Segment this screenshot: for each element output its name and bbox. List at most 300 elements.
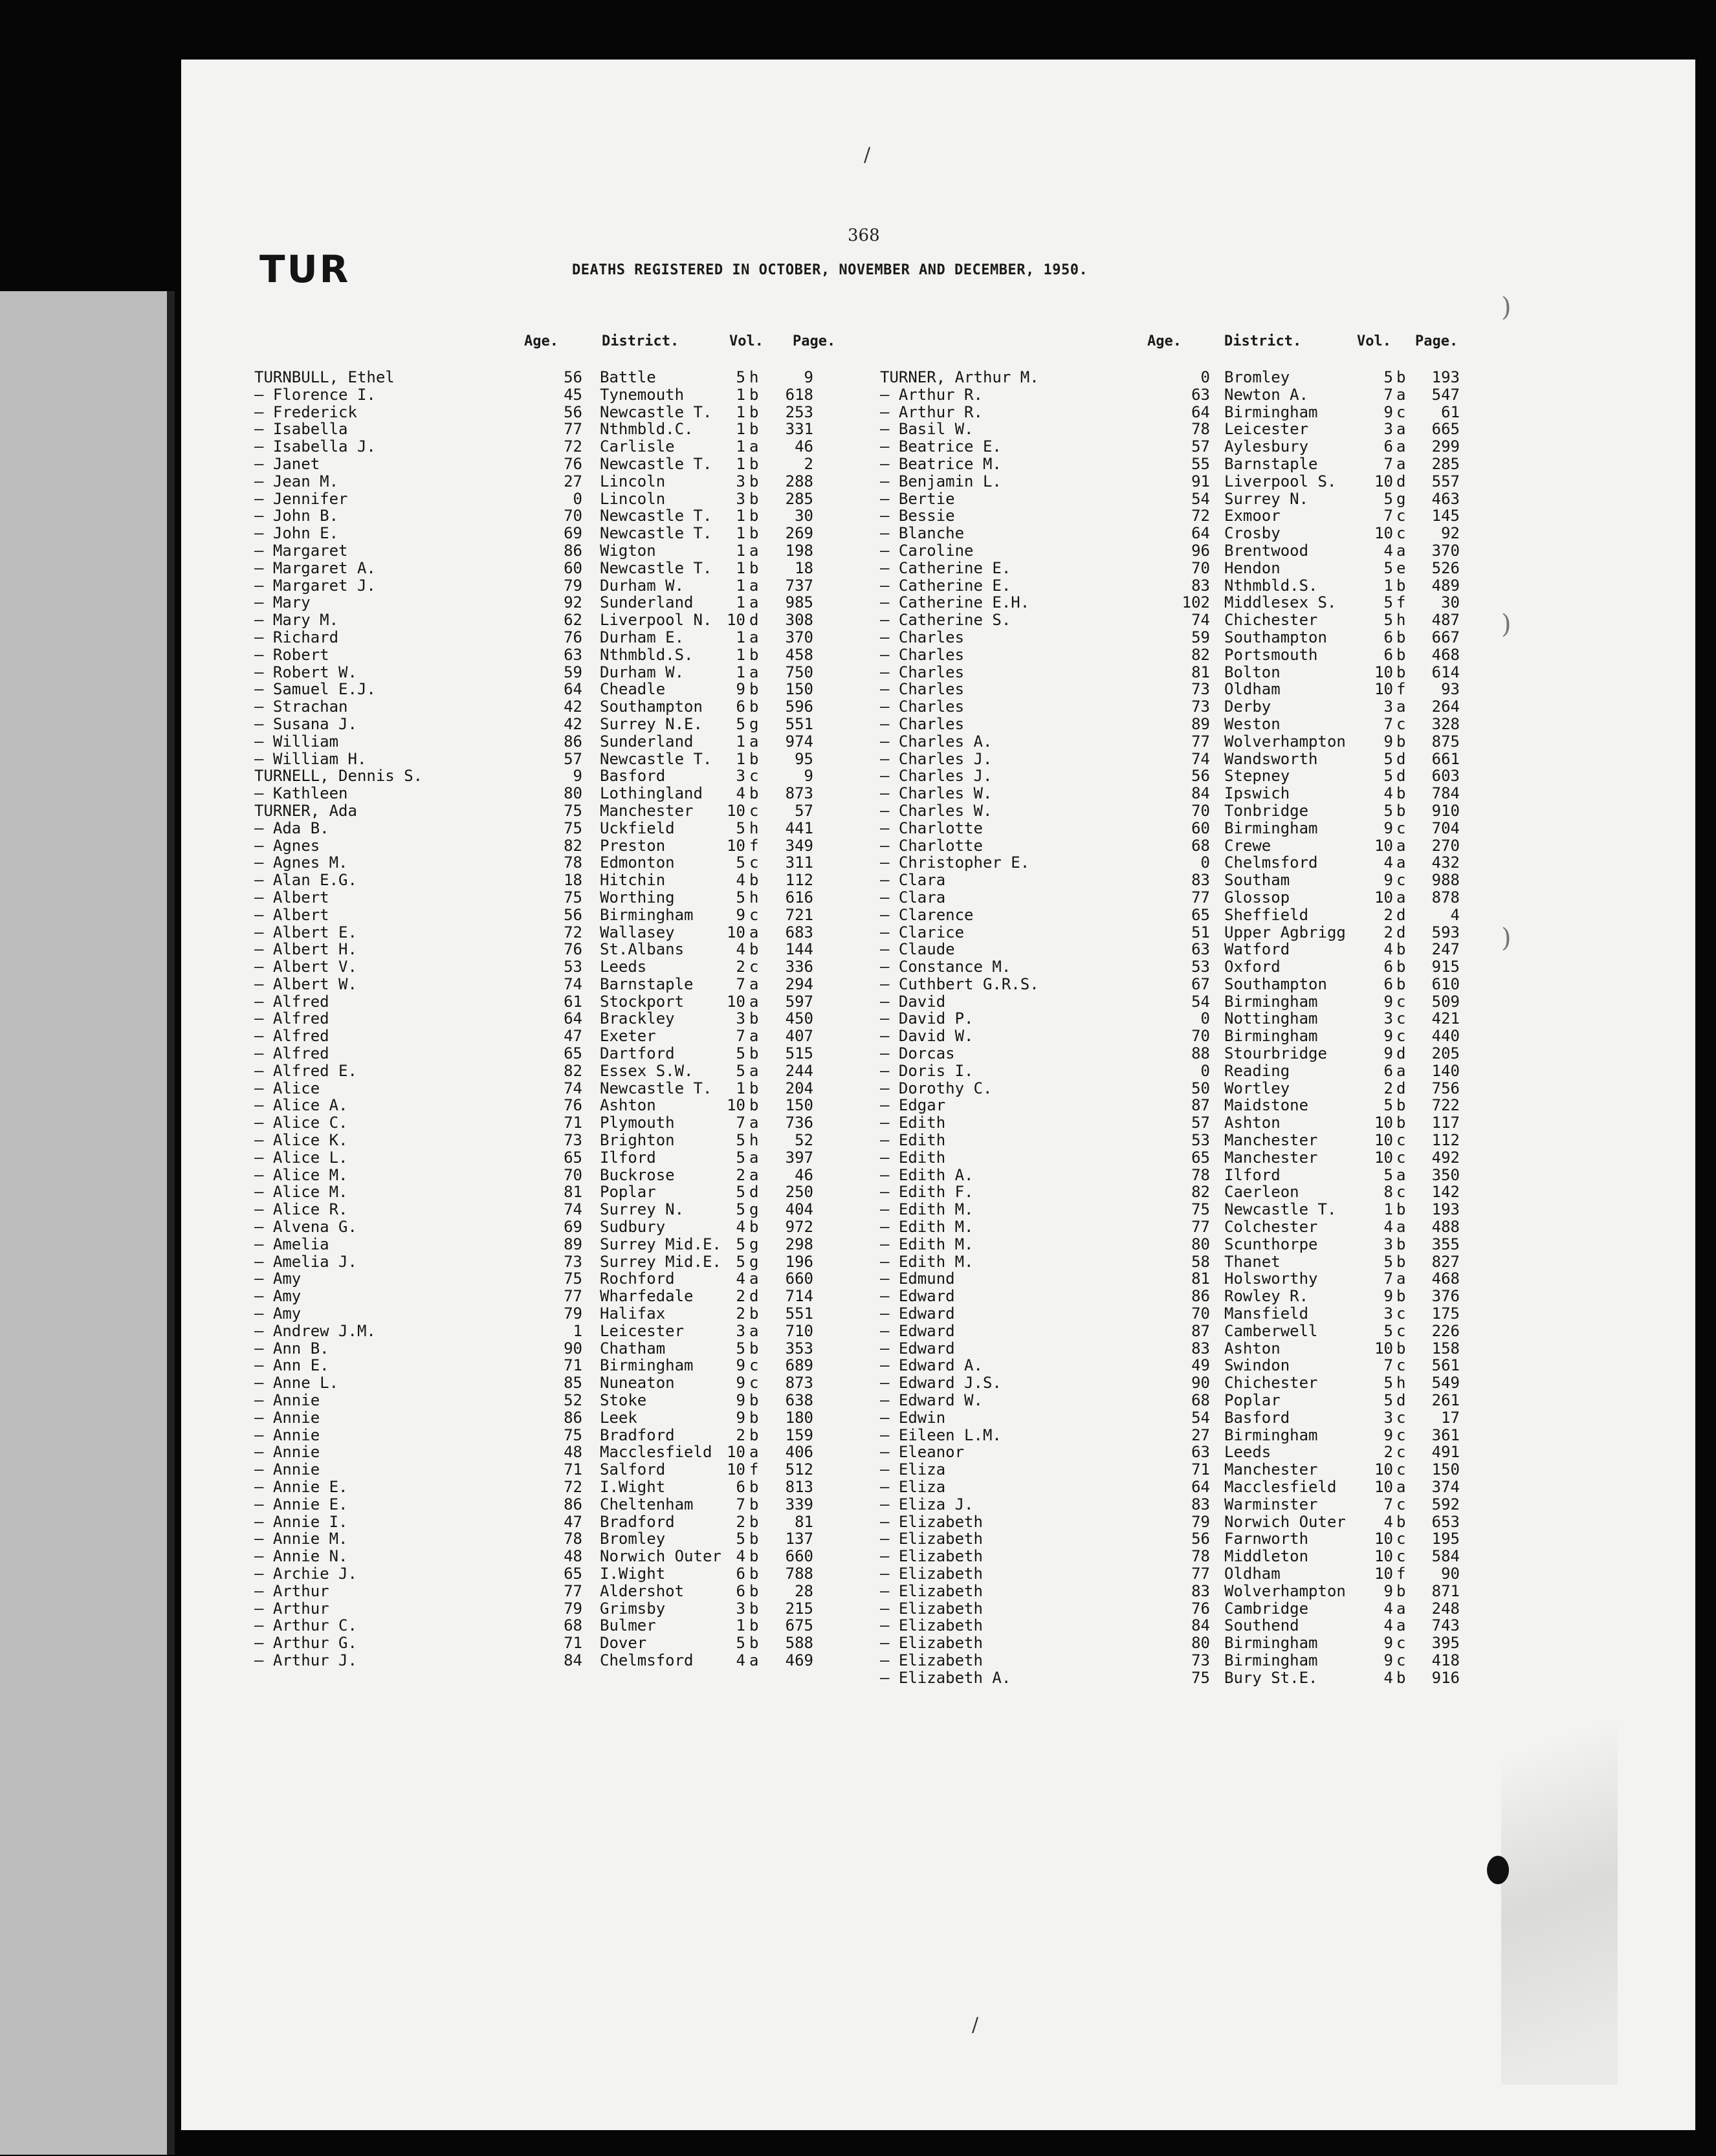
entry-volume-letter: e — [1396, 558, 1406, 577]
entry-district: Portsmouth — [1224, 645, 1318, 664]
entry-volume: 1 — [736, 541, 745, 560]
entry-district: Watford — [1224, 940, 1290, 959]
entry-volume: 1 — [736, 732, 745, 751]
entry-age: 82 — [1191, 645, 1210, 664]
entry-page: 871 — [1431, 1581, 1460, 1600]
entry-age: 27 — [564, 472, 582, 490]
entry-page: 610 — [1431, 974, 1460, 993]
entry-volume-letter: b — [749, 1408, 759, 1427]
entry-age: 86 — [564, 541, 582, 560]
entry-age: 70 — [564, 1165, 582, 1184]
entry-name: — Annie I. — [254, 1512, 348, 1531]
entry-volume: 7 — [736, 974, 745, 993]
entry-age: 83 — [1191, 1581, 1210, 1600]
entry-name: — Mary M. — [254, 611, 339, 630]
entry-district: Tonbridge — [1224, 801, 1309, 820]
entry-page: 261 — [1431, 1391, 1460, 1410]
entry-name: — Christopher E. — [880, 853, 1030, 872]
entry-page: 193 — [1431, 1200, 1460, 1219]
entry-district: Plymouth — [600, 1114, 675, 1132]
entry-district: Colchester — [1224, 1218, 1318, 1237]
entry-page: 175 — [1431, 1304, 1460, 1323]
entry-volume: 7 — [1383, 714, 1393, 733]
entry-volume: 10 — [1374, 1460, 1393, 1479]
entry-volume: 1 — [736, 507, 745, 525]
entry-page: 180 — [785, 1408, 813, 1427]
entry-volume-letter: a — [749, 1321, 759, 1340]
entry-volume: 7 — [1383, 1356, 1393, 1375]
entry-page: 593 — [1431, 923, 1460, 941]
header-age: Age. — [524, 333, 558, 349]
entry-name: — Blanche — [880, 524, 965, 543]
entry-name: — Alfred — [254, 992, 329, 1011]
entry-district: Chichester — [1224, 1374, 1318, 1392]
entry-name: — Amy — [254, 1287, 302, 1306]
entry-name: — Arthur — [254, 1599, 329, 1618]
entry-volume: 1 — [736, 402, 745, 421]
entry-name: — Samuel E.J. — [254, 680, 376, 699]
entry-page: 827 — [1431, 1252, 1460, 1271]
entry-district: Farnworth — [1224, 1530, 1309, 1548]
entry-page: 370 — [1431, 541, 1460, 560]
entry-page: 988 — [1431, 871, 1460, 890]
entry-name: — Alice L. — [254, 1148, 348, 1167]
entry-volume-letter: a — [1396, 1218, 1406, 1237]
entry-district: Glossop — [1224, 888, 1290, 907]
entry-page: 756 — [1431, 1079, 1460, 1097]
entry-age: 90 — [1191, 1374, 1210, 1392]
entry-name: — Elizabeth — [880, 1651, 983, 1669]
entry-page: 4 — [1450, 905, 1460, 924]
entry-age: 71 — [564, 1634, 582, 1653]
entry-page: 264 — [1431, 698, 1460, 716]
entry-volume-letter: b — [749, 1616, 759, 1635]
entry-age: 75 — [564, 819, 582, 837]
entry-age: 75 — [1191, 1668, 1210, 1687]
entry-page: 196 — [785, 1252, 813, 1271]
entry-volume: 4 — [1383, 940, 1393, 959]
entry-name: TURNER, Ada — [254, 801, 357, 820]
entry-volume: 10 — [1374, 1131, 1393, 1150]
entry-name: — David — [880, 992, 946, 1011]
stray-mark: / — [972, 2014, 979, 2036]
entry-page: 205 — [1431, 1044, 1460, 1063]
entry-page: 432 — [1431, 853, 1460, 872]
entry-district: Essex S.W. — [600, 1061, 694, 1080]
entry-name: — Doris I. — [880, 1061, 974, 1080]
entry-age: 75 — [564, 1270, 582, 1288]
entry-name: — Eileen L.M. — [880, 1425, 1002, 1444]
entry-volume: 1 — [736, 524, 745, 543]
entry-district: Brighton — [600, 1131, 675, 1150]
entry-volume: 5 — [1383, 593, 1393, 612]
entry-volume: 6 — [1383, 958, 1393, 976]
entry-age: 91 — [1191, 472, 1210, 490]
entry-district: Newcastle T. — [600, 454, 712, 473]
entry-age: 64 — [564, 1009, 582, 1028]
entry-name: — Charles A. — [880, 732, 993, 751]
entry-volume: 10 — [1374, 888, 1393, 907]
entry-page: 30 — [1441, 593, 1460, 612]
entry-volume-letter: b — [1396, 1668, 1406, 1687]
entry-volume: 7 — [736, 1495, 745, 1513]
entry-name: — Anne L. — [254, 1374, 339, 1392]
ink-blot — [1487, 1856, 1509, 1884]
entry-page: 376 — [1431, 1287, 1460, 1306]
entry-volume: 9 — [1383, 1634, 1393, 1653]
entry-volume: 3 — [736, 1599, 745, 1618]
entry-volume: 9 — [1383, 819, 1393, 837]
entry-district: Leicester — [600, 1321, 685, 1340]
entry-name: — Edith M. — [880, 1200, 974, 1219]
entry-volume-letter: b — [1396, 801, 1406, 820]
entry-age: 70 — [1191, 1304, 1210, 1323]
entry-name: — Amy — [254, 1270, 302, 1288]
entry-name: — Albert — [254, 888, 329, 907]
entry-volume-letter: a — [749, 1114, 759, 1132]
entry-page: 549 — [1431, 1374, 1460, 1392]
entry-name: — William H. — [254, 749, 367, 768]
entry-page: 722 — [1431, 1096, 1460, 1115]
entry-page: 311 — [785, 853, 813, 872]
entry-district: Surrey Mid.E. — [600, 1235, 721, 1253]
entry-volume: 3 — [1383, 1304, 1393, 1323]
entry-volume-letter: b — [749, 420, 759, 439]
entry-volume: 9 — [1383, 871, 1393, 890]
entry-volume-letter: c — [1396, 1495, 1406, 1513]
entry-volume: 3 — [1383, 1408, 1393, 1427]
entry-page: 458 — [785, 645, 813, 664]
entry-volume-letter: a — [749, 576, 759, 595]
entry-name: — Clarence — [880, 905, 974, 924]
entry-volume: 10 — [727, 1443, 745, 1462]
entry-volume: 1 — [1383, 1200, 1393, 1219]
entry-district: Sudbury — [600, 1218, 666, 1237]
entry-district: Liverpool S. — [1224, 472, 1337, 490]
entry-page: 93 — [1441, 680, 1460, 699]
entry-volume: 9 — [736, 1374, 745, 1392]
entry-age: 42 — [564, 698, 582, 716]
entry-district: Cheltenham — [600, 1495, 694, 1513]
entry-volume-letter: b — [749, 1581, 759, 1600]
entry-age: 65 — [1191, 905, 1210, 924]
entry-volume-letter: b — [749, 1009, 759, 1028]
entry-age: 80 — [1191, 1634, 1210, 1653]
entry-district: Barnstaple — [1224, 454, 1318, 473]
entry-volume: 9 — [736, 905, 745, 924]
entry-page: 17 — [1441, 1408, 1460, 1427]
entry-volume-letter: a — [1396, 1270, 1406, 1288]
entry-district: Birmingham — [1224, 1027, 1318, 1046]
entry-name: — Alvena G. — [254, 1218, 357, 1237]
entry-name: — Elizabeth — [880, 1547, 983, 1566]
entry-page: 144 — [785, 940, 813, 959]
entry-volume: 4 — [736, 784, 745, 803]
entry-volume-letter: a — [749, 1061, 759, 1080]
entry-name: — Annie E. — [254, 1495, 348, 1513]
entry-district: Birmingham — [1224, 1634, 1318, 1653]
entry-name: — Edward — [880, 1304, 955, 1323]
entry-volume: 5 — [1383, 1252, 1393, 1271]
entry-name: — Charles — [880, 628, 965, 646]
entry-name: — Alice M. — [254, 1183, 348, 1202]
entry-name: — Albert E. — [254, 923, 357, 941]
entry-page: 370 — [785, 628, 813, 646]
entry-name: — Albert W. — [254, 974, 357, 993]
entry-page: 193 — [1431, 368, 1460, 386]
entry-volume-letter: a — [749, 732, 759, 751]
entry-page: 915 — [1431, 958, 1460, 976]
entry-district: Sunderland — [600, 732, 694, 751]
header-page: Page. — [1415, 333, 1458, 349]
entry-volume: 5 — [736, 888, 745, 907]
entry-volume-letter: c — [1396, 871, 1406, 890]
entry-age: 79 — [564, 576, 582, 595]
entry-volume: 4 — [1383, 1599, 1393, 1618]
entry-page: 614 — [1431, 663, 1460, 681]
entry-age: 77 — [564, 420, 582, 439]
entry-district: Nottingham — [1224, 1009, 1318, 1028]
entry-age: 65 — [564, 1044, 582, 1063]
entry-district: Newcastle T. — [1224, 1200, 1337, 1219]
entry-volume-letter: b — [749, 1530, 759, 1548]
entry-name: — David P. — [880, 1009, 974, 1028]
entry-age: 56 — [564, 402, 582, 421]
entry-volume: 5 — [1383, 558, 1393, 577]
entry-volume-letter: h — [749, 888, 759, 907]
entry-page: 299 — [1431, 437, 1460, 456]
entry-district: Surrey N. — [600, 1200, 685, 1219]
entry-volume-letter: b — [749, 1391, 759, 1410]
entry-volume: 4 — [1383, 853, 1393, 872]
entry-volume-letter: c — [1396, 1009, 1406, 1028]
entry-volume-letter: a — [749, 1270, 759, 1288]
entry-age: 71 — [564, 1356, 582, 1375]
entry-volume: 2 — [736, 958, 745, 976]
entry-volume: 9 — [1383, 1027, 1393, 1046]
entry-district: Southend — [1224, 1616, 1299, 1635]
entry-name: — Claude — [880, 940, 955, 959]
entry-volume-letter: b — [1396, 645, 1406, 664]
entry-page: 784 — [1431, 784, 1460, 803]
entry-age: 86 — [564, 732, 582, 751]
entry-district: Middlesex S. — [1224, 593, 1337, 612]
entry-district: Sunderland — [600, 593, 694, 612]
entry-age: 76 — [1191, 1599, 1210, 1618]
entry-name: — Edward — [880, 1321, 955, 1340]
entry-page: 618 — [785, 385, 813, 404]
entry-volume-letter: c — [1396, 992, 1406, 1011]
entry-name: — Caroline — [880, 541, 974, 560]
entry-volume: 10 — [1374, 1114, 1393, 1132]
entry-volume-letter: c — [749, 1356, 759, 1375]
entry-volume-letter: c — [1396, 1530, 1406, 1548]
entry-volume-letter: c — [1396, 1131, 1406, 1150]
entry-page: 198 — [785, 541, 813, 560]
entry-age: 63 — [564, 645, 582, 664]
entry-district: Macclesfield — [600, 1443, 712, 1462]
entry-volume: 10 — [1374, 663, 1393, 681]
entry-page: 714 — [785, 1287, 813, 1306]
entry-volume: 5 — [1383, 489, 1393, 508]
entry-page: 288 — [785, 472, 813, 490]
entry-name: — Elizabeth — [880, 1512, 983, 1531]
header-vol: Vol. — [1357, 333, 1391, 349]
entry-district: Newton A. — [1224, 385, 1309, 404]
entry-name: — Annie N. — [254, 1547, 348, 1566]
entry-page: 407 — [785, 1027, 813, 1046]
entry-district: Stoke — [600, 1391, 647, 1410]
entry-district: Chelmsford — [1224, 853, 1318, 872]
entry-age: 53 — [1191, 1131, 1210, 1150]
entry-volume: 10 — [1374, 524, 1393, 543]
entry-page: 18 — [795, 558, 813, 577]
entry-name: — Edward — [880, 1339, 955, 1358]
entry-volume: 6 — [736, 1478, 745, 1496]
entry-volume-letter: g — [749, 1200, 759, 1219]
entry-district: I.Wight — [600, 1478, 666, 1496]
entry-age: 71 — [564, 1460, 582, 1479]
entry-volume: 2 — [736, 1425, 745, 1444]
header-age: Age. — [1147, 333, 1182, 349]
entry-page: 250 — [785, 1183, 813, 1202]
entry-page: 985 — [785, 593, 813, 612]
entry-district: Wolverhampton — [1224, 732, 1346, 751]
entry-district: Birmingham — [1224, 819, 1318, 837]
entry-page: 117 — [1431, 1114, 1460, 1132]
entry-age: 53 — [564, 958, 582, 976]
entry-volume-letter: d — [1396, 767, 1406, 786]
entry-age: 47 — [564, 1027, 582, 1046]
entry-page: 509 — [1431, 992, 1460, 1011]
entry-district: Nthmbld.C. — [600, 420, 694, 439]
entry-name: — Beatrice E. — [880, 437, 1002, 456]
entry-name: — Annie — [254, 1408, 320, 1427]
entry-volume: 10 — [1374, 836, 1393, 855]
entry-volume-letter: c — [1396, 1443, 1406, 1462]
entry-page: 878 — [1431, 888, 1460, 907]
entry-name: — Richard — [254, 628, 339, 646]
entry-age: 54 — [1191, 1408, 1210, 1427]
entry-name: — Edwin — [880, 1408, 946, 1427]
entry-age: 84 — [1191, 784, 1210, 803]
entry-name: — Edith — [880, 1131, 946, 1150]
entry-volume-letter: b — [749, 524, 759, 543]
entry-name: — John E. — [254, 524, 339, 543]
entry-page: 61 — [1441, 402, 1460, 421]
entry-district: Holsworthy — [1224, 1270, 1318, 1288]
entry-volume: 4 — [1383, 1668, 1393, 1687]
entry-volume: 10 — [727, 1096, 745, 1115]
entry-name: — Margaret J. — [254, 576, 376, 595]
entry-page: 704 — [1431, 819, 1460, 837]
entry-district: Salford — [600, 1460, 666, 1479]
entry-name: — Robert W. — [254, 663, 357, 681]
entry-volume: 1 — [736, 558, 745, 577]
entry-district: Wolverhampton — [1224, 1581, 1346, 1600]
entry-page: 616 — [785, 888, 813, 907]
entry-volume: 5 — [736, 1044, 745, 1063]
entry-age: 65 — [564, 1564, 582, 1583]
entry-name: — David W. — [880, 1027, 974, 1046]
entry-volume-letter: b — [749, 680, 759, 699]
entry-volume: 5 — [1383, 801, 1393, 820]
entry-age: 69 — [564, 524, 582, 543]
entry-volume-letter: a — [1396, 1061, 1406, 1080]
entry-age: 78 — [564, 1530, 582, 1548]
entry-volume-letter: c — [749, 767, 759, 786]
entry-page: 592 — [1431, 1495, 1460, 1513]
entry-district: Newcastle T. — [600, 1079, 712, 1097]
entry-volume-letter: b — [749, 1564, 759, 1583]
entry-age: 65 — [564, 1148, 582, 1167]
entry-name: — Benjamin L. — [880, 472, 1002, 490]
entry-name: — Ada B. — [254, 819, 329, 837]
entry-age: 58 — [1191, 1252, 1210, 1271]
entry-district: Manchester — [1224, 1460, 1318, 1479]
entry-district: Durham W. — [600, 576, 685, 595]
entry-volume: 1 — [736, 437, 745, 456]
entry-age: 57 — [1191, 437, 1210, 456]
entry-page: 736 — [785, 1114, 813, 1132]
entry-district: Leeds — [1224, 1443, 1271, 1462]
entry-age: 64 — [1191, 1478, 1210, 1496]
entry-age: 76 — [564, 454, 582, 473]
entry-volume: 1 — [736, 593, 745, 612]
entry-volume: 9 — [1383, 1044, 1393, 1063]
entry-name: — Mary — [254, 593, 311, 612]
entry-district: Rowley R. — [1224, 1287, 1309, 1306]
entry-volume: 1 — [736, 1616, 745, 1635]
entry-age: 72 — [564, 1478, 582, 1496]
entry-volume: 1 — [736, 385, 745, 404]
entry-volume-letter: b — [749, 507, 759, 525]
entry-name: — Robert — [254, 645, 329, 664]
entry-age: 51 — [1191, 923, 1210, 941]
entry-volume: 1 — [1383, 576, 1393, 595]
entry-volume-letter: a — [1396, 1599, 1406, 1618]
entry-age: 75 — [1191, 1200, 1210, 1219]
entry-volume: 10 — [1374, 1530, 1393, 1548]
entry-page: 339 — [785, 1495, 813, 1513]
entry-volume-letter: c — [749, 853, 759, 872]
entry-page: 491 — [1431, 1443, 1460, 1462]
entry-volume-letter: c — [1396, 1408, 1406, 1427]
entry-age: 27 — [1191, 1425, 1210, 1444]
entry-volume-letter: b — [1396, 940, 1406, 959]
entry-page: 361 — [1431, 1425, 1460, 1444]
entry-age: 83 — [1191, 576, 1210, 595]
entry-district: Exmoor — [1224, 507, 1281, 525]
entry-volume: 4 — [736, 1651, 745, 1669]
entry-district: Warminster — [1224, 1495, 1318, 1513]
entry-age: 0 — [1200, 368, 1210, 386]
entry-volume-letter: b — [749, 558, 759, 577]
entry-name: — Alice K. — [254, 1131, 348, 1150]
page-number: 368 — [848, 226, 880, 245]
entry-district: Birmingham — [600, 1356, 694, 1375]
entry-volume-letter: c — [749, 905, 759, 924]
entry-district: Carlisle — [600, 437, 675, 456]
entry-district: Surrey N. — [1224, 489, 1309, 508]
entry-volume-letter: c — [749, 1374, 759, 1392]
entry-volume-letter: b — [749, 1634, 759, 1653]
entry-district: Camberwell — [1224, 1321, 1318, 1340]
entry-volume-letter: a — [749, 1443, 759, 1462]
header-vol: Vol. — [729, 333, 764, 349]
entry-district: Wallasey — [600, 923, 675, 941]
entry-age: 84 — [1191, 1616, 1210, 1635]
